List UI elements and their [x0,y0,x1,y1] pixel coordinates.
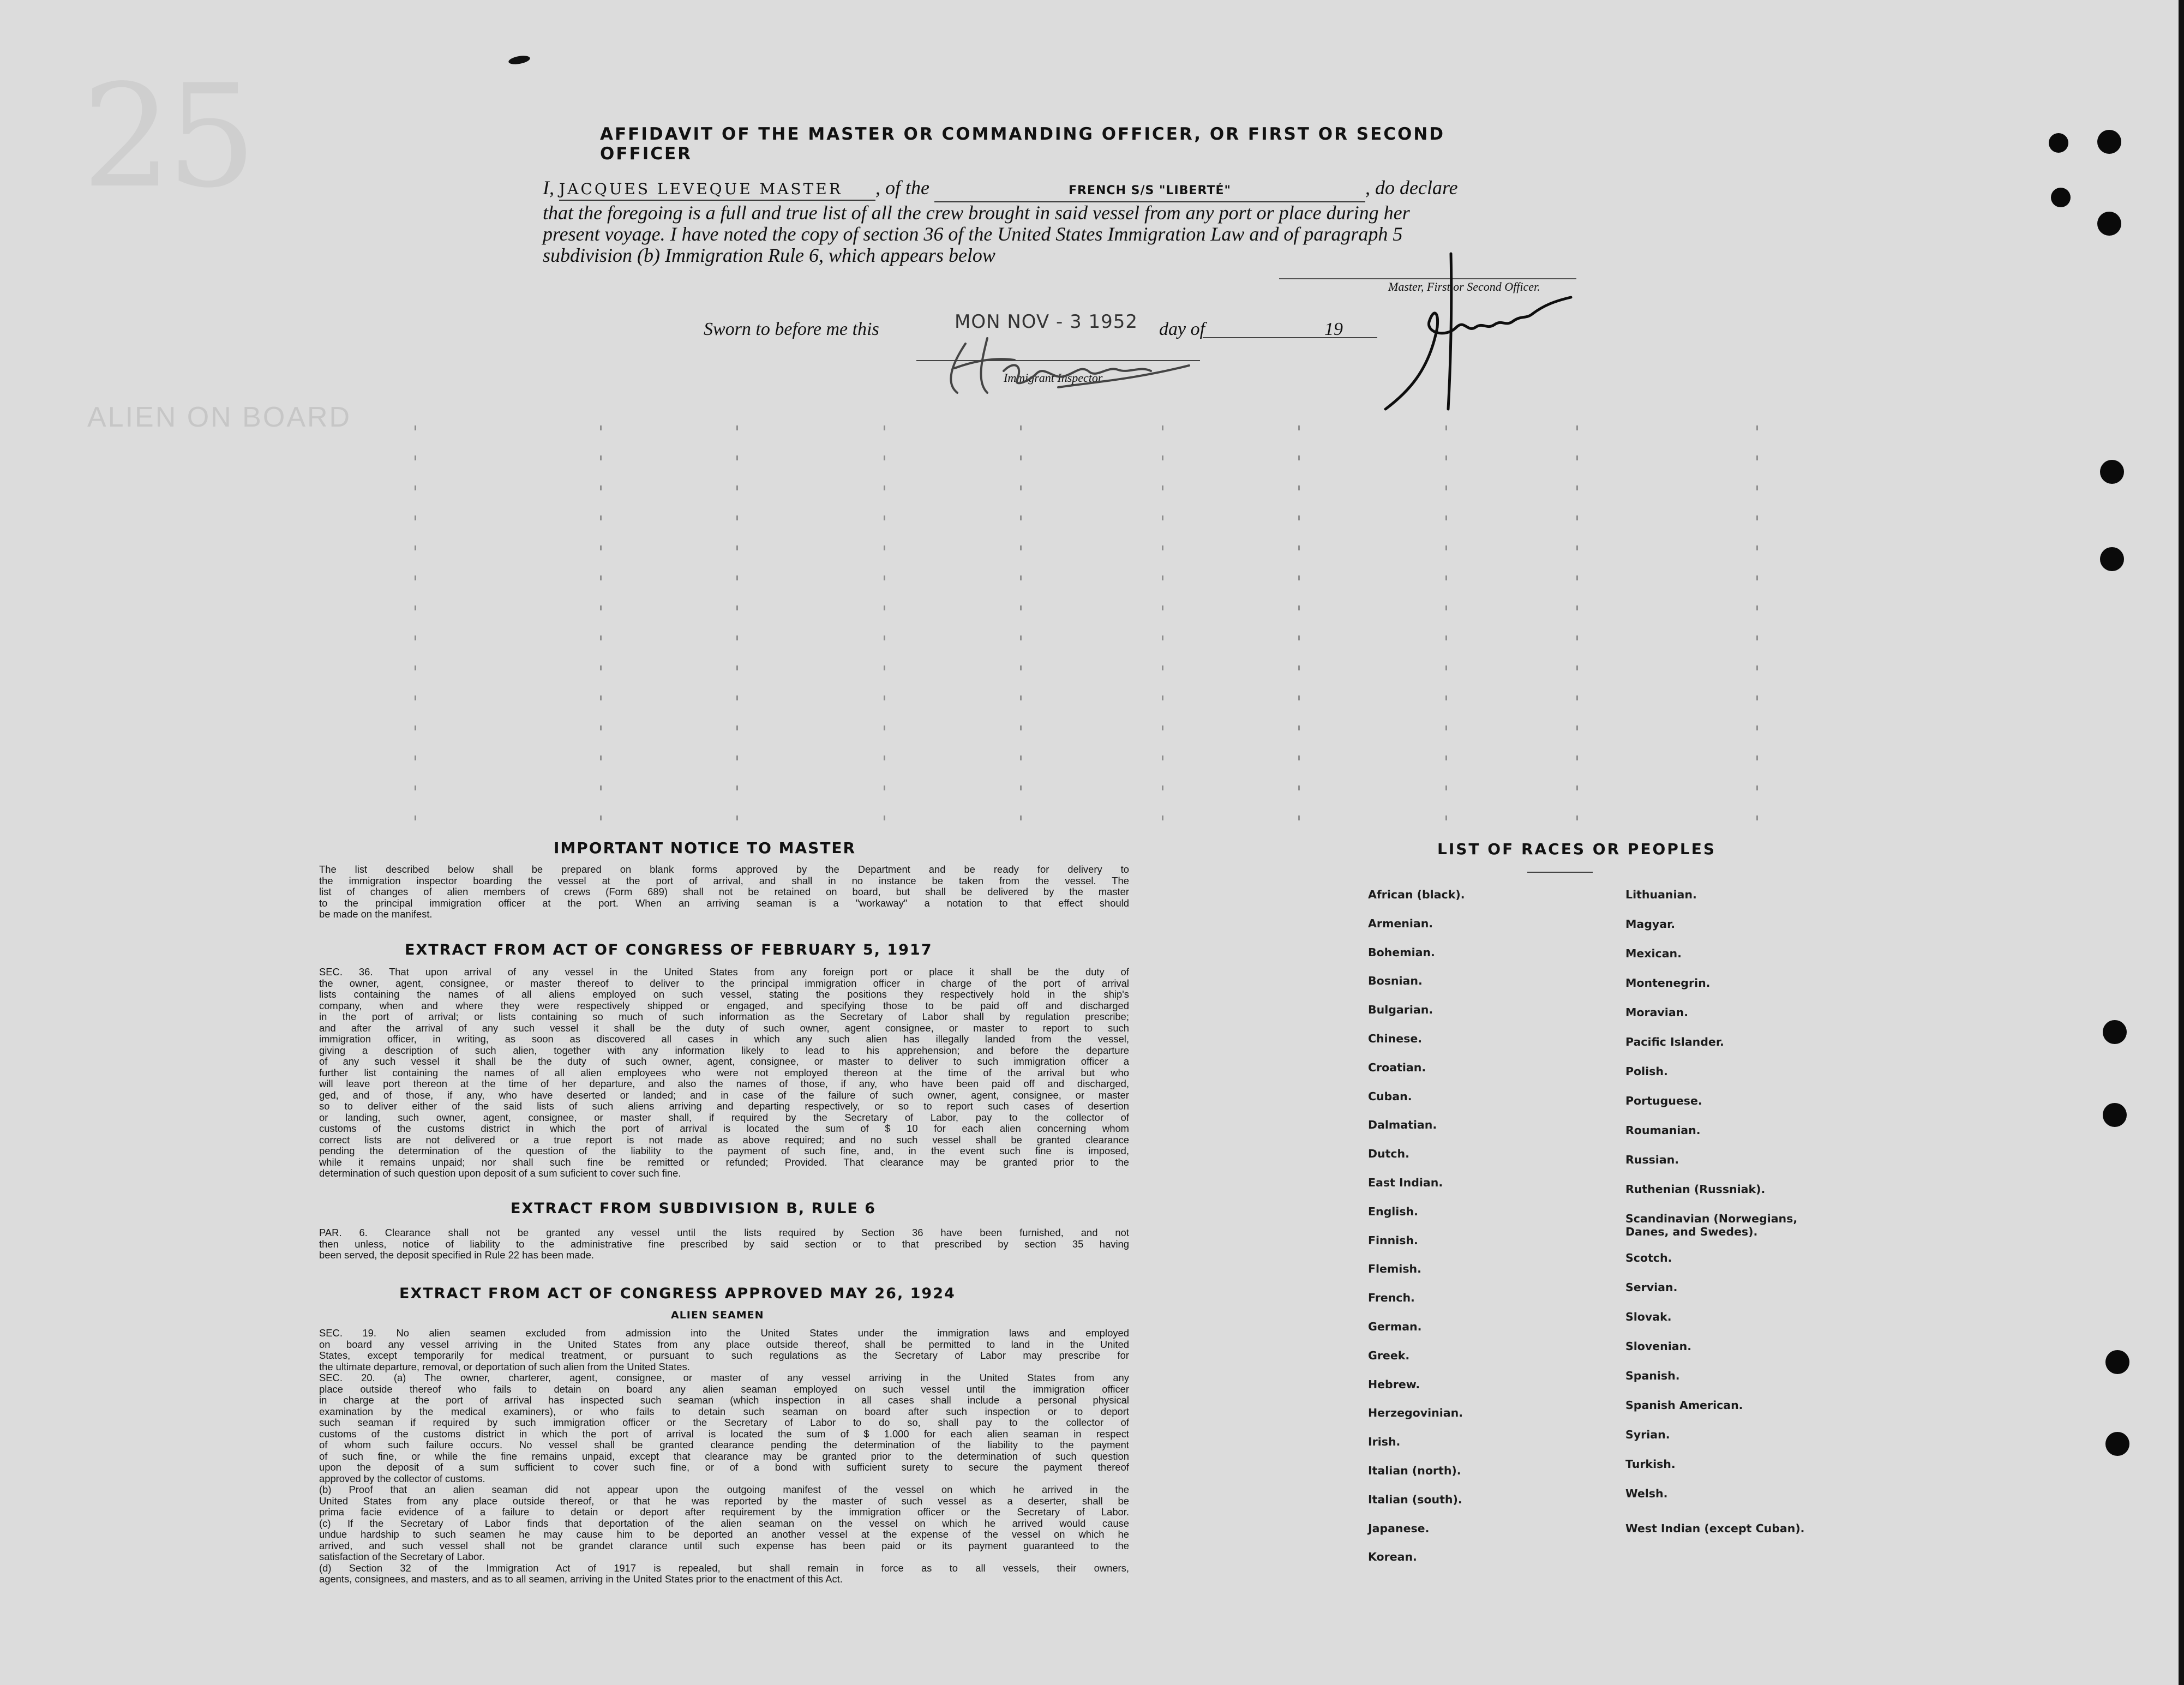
grid-dot [1298,575,1300,580]
grid-dot [600,815,602,820]
race-item: Greek. [1368,1348,1410,1362]
grid-dot [600,605,602,610]
ink-speck [508,55,531,66]
grid-dot [1020,725,1022,730]
law-text-line: the owner, agent, consignee, or master thereof to deliver to the principal immigration officer in charge of the port of arrival [319,977,1129,989]
punch-hole [2100,547,2124,571]
law-text-line: satisfaction of the Secretary of Labor. [319,1551,485,1562]
notice-line: be made on the manifest. [319,908,433,920]
race-item: Scotch. [1625,1251,1672,1264]
grid-dot [1162,575,1163,580]
race-item: Spanish. [1625,1369,1680,1382]
race-item: Chinese. [1368,1032,1423,1045]
grid-dot [1756,485,1758,490]
grid-dot [415,635,416,640]
grid-dot [415,755,416,760]
race-item: Syrian. [1625,1428,1670,1441]
grid-dot [1445,635,1447,640]
grid-dot [1445,605,1447,610]
grid-dot [600,485,602,490]
law-text-line: of whom such failure occurs. No vessel shall be granted clearance pending the determination of the liability to the payment [319,1439,1129,1450]
grid-dot [884,485,885,490]
grid-dot [1162,665,1163,670]
sworn-text: Sworn to before me this [704,319,879,339]
grid-dot [1162,725,1163,730]
grid-dot [884,605,885,610]
grid-dot [1298,515,1300,520]
alien-seamen-subhead: ALIEN SEAMEN [671,1309,764,1321]
grid-dot [1445,455,1447,460]
grid-dot [1020,545,1022,550]
race-item: Roumanian. [1625,1124,1701,1137]
grid-dot [1576,755,1578,760]
law-text-line: and after the arrival of any such vessel it shall be the duty of such owner, agent consignee, or master to report to such [319,1022,1129,1034]
grid-dot [600,635,602,640]
master-name-field: JACQUES LEVEQUE MASTER [559,178,875,201]
race-item: French. [1368,1291,1415,1305]
race-item: Polish. [1625,1065,1668,1078]
race-item: Bulgarian. [1368,1003,1433,1017]
notice-title: IMPORTANT NOTICE TO MASTER [554,839,856,857]
grid-dot [1162,695,1163,700]
grid-dot [736,575,738,580]
grid-dot [1756,545,1758,550]
grid-dot [415,425,416,430]
race-item: Ruthenian (Russniak). [1625,1183,1766,1196]
grid-dot [1298,635,1300,640]
grid-dot [1020,665,1022,670]
grid-dot [736,725,738,730]
punch-hole [2105,1432,2129,1456]
race-item: Dalmatian. [1368,1118,1437,1132]
grid-dot [736,485,738,490]
grid-dot [600,755,602,760]
grid-dot [736,545,738,550]
race-item: Welsh. [1625,1487,1668,1500]
grid-dot [1756,665,1758,670]
grid-dot [736,455,738,460]
race-item: Moravian. [1625,1006,1689,1019]
race-item: Dutch. [1368,1147,1409,1161]
grid-dot [1020,515,1022,520]
grid-dot [1445,755,1447,760]
grid-dot [1020,455,1022,460]
grid-dot [884,725,885,730]
grid-dot [884,815,885,820]
race-item: Slovenian. [1625,1340,1691,1353]
race-item: Montenegrin. [1625,976,1711,990]
extract-1924-body [319,1328,1129,1585]
law-text-line: (d) Section 32 of the Immigration Act of 1917 is repealed, but shall remain in force as to all vessels, their owners, [319,1562,1129,1574]
race-item: Italian (south). [1368,1492,1462,1506]
extract-rule6-title: EXTRACT FROM SUBDIVISION B, RULE 6 [511,1200,877,1217]
grid-dot [1756,515,1758,520]
grid-dot [1020,425,1022,430]
vessel-name-field: FRENCH S/S "LIBERTÉ" [934,180,1365,202]
race-item: Cuban. [1368,1089,1412,1103]
race-item: Russian. [1625,1153,1679,1166]
master-signature-caption: Master, First or Second Officer. [1388,280,1540,293]
race-item: Bosnian. [1368,974,1423,988]
grid-dot [884,455,885,460]
grid-dot [884,785,885,790]
grid-dot [600,575,602,580]
law-text-line: SEC. 36. That upon arrival of any vessel in the United States from any foreign port or place it shall be the duty of [319,966,1129,978]
grid-dot [1020,575,1022,580]
law-text-line: will leave port thereon at the time of her departure, and also the names of those, if any, who have been paid off and discharged, [319,1078,1129,1089]
extract-1924-title: EXTRACT FROM ACT OF CONGRESS APPROVED MAY 26, 1924 [399,1285,956,1302]
grid-dot [1298,785,1300,790]
grid-dot [600,725,602,730]
grid-dot [1298,665,1300,670]
extract-1917-body [319,967,1129,1179]
declaration-line: that the foregoing is a full and true list of all the crew brought in said vessel from any port or place during her [543,202,1410,224]
grid-dot [1445,545,1447,550]
notice-line: The list described below shall be prepared on blank forms approved by the Department and be ready for delivery to [319,864,1129,875]
grid-dot [1576,785,1578,790]
grid-dot [1298,605,1300,610]
grid-dot [1756,725,1758,730]
grid-dot [1445,485,1447,490]
grid-dot [1576,635,1578,640]
law-text-line: arrived, and such vessel shall not be grandet clarance until such expense has been paid or its payment guaranteed to the [319,1539,1129,1551]
grid-dot [1576,455,1578,460]
grid-dot [1162,425,1163,430]
law-text-line: customs of the customs district in which the port of arrival is located the sum of $ 1.000 for each alien seaman in respect [319,1428,1129,1440]
master-signature [1375,251,1582,415]
grid-dot [1756,425,1758,430]
grid-dot [1162,455,1163,460]
grid-dot [884,425,885,430]
law-text-line: SEC. 19. No alien seamen excluded from admission into the United States under the immigration laws and employed [319,1327,1129,1339]
law-text-line: on board any vessel arriving in the United States from any place outside thereof, shall be permitted to land in the United [319,1338,1129,1350]
punch-hole [2097,212,2121,236]
race-item: Italian (north). [1368,1464,1461,1477]
grid-dot [1576,815,1578,820]
grid-dot [1162,815,1163,820]
grid-dot [1298,815,1300,820]
day-of-text: day of [1159,319,1205,339]
grid-dot [884,515,885,520]
grid-dot [415,665,416,670]
law-text-line: States, except temporarily for medical treatment, or pursuant to such regulations as the Secretary of Labor may prescribe for [319,1350,1129,1361]
grid-dot [1162,755,1163,760]
grid-dot [415,455,416,460]
race-item: West Indian (except Cuban). [1625,1522,1805,1535]
grid-dot [1756,785,1758,790]
law-text-line: giving a description of such alien, together with any information likely to lead to his apprehension; and before the departure [319,1044,1129,1056]
law-text-line: SEC. 20. (a) The owner, charterer, agent, consignee, or master of any vessel arriving in the United States from any [319,1372,1129,1383]
grid-dot [1298,455,1300,460]
grid-dot [1162,515,1163,520]
grid-dot [1576,575,1578,580]
race-item: Korean. [1368,1550,1417,1564]
law-text-line: United States from any place outside thereof, or that he was reported by the master of such vessel as a deserter, shall be [319,1495,1129,1507]
grid-dot [600,665,602,670]
declaration-line: present voyage. I have noted the copy of section 36 of the United States Immigration Law and of paragraph 5 [543,223,1403,245]
grid-dot [736,695,738,700]
notice-line: the immigration inspector boarding the vessel at the port of arrival, and shall in no instance be taken from the vessel. The [319,874,1129,886]
punch-hole [2049,133,2068,153]
law-text-line: approved by the collector of customs. [319,1472,485,1484]
affidavit-title: AFFIDAVIT OF THE MASTER OR COMMANDING OFFICER, OR FIRST OR SECOND OFFICER [600,124,1445,164]
grid-dot [415,485,416,490]
punch-hole [2097,130,2121,154]
grid-dot [1445,695,1447,700]
grid-dot [415,545,416,550]
race-item: Portuguese. [1625,1094,1702,1107]
race-item: Bohemian. [1368,945,1435,959]
declaration-line: subdivision (b) Immigration Rule 6, which appears below [543,244,995,266]
race-item: Scandinavian (Norwegians, Danes, and Swedes). [1625,1212,1798,1238]
grid-dot [736,785,738,790]
punch-hole [2105,1350,2129,1374]
grid-dot [884,635,885,640]
grid-dot [736,635,738,640]
race-item: African (black). [1368,888,1465,901]
race-item: Lithuanian. [1625,888,1697,901]
law-text-line: upon the deposit of a sum sufficient to cover such fine, or of a bond with sufficient surety to secure the payment thereof [319,1461,1129,1473]
grid-dot [600,785,602,790]
grid-dot [415,785,416,790]
punch-hole [2103,1020,2127,1044]
grid-dot [1756,605,1758,610]
grid-dot [1445,515,1447,520]
grid-dot [1020,815,1022,820]
grid-dot [736,815,738,820]
race-item: Mexican. [1625,947,1682,960]
law-text-line: company, when and where they were respectively shipped or engaged, and specifying those to be paid off and discharged [319,999,1129,1011]
grid-dot [1162,635,1163,640]
bleed-through-page-number: 25 [82,55,251,219]
grid-dot [884,575,885,580]
race-item: Slovak. [1625,1310,1672,1323]
declaration-of-the: , of the [875,177,929,199]
inspector-signature [905,327,1211,404]
grid-dot [1576,665,1578,670]
law-text-line: correct lists are not delivered or a true report is not made as above required; and no such vessel shall be granted clearance [319,1134,1129,1146]
grid-dot [1020,755,1022,760]
law-text-line: prima facie evidence of a failure to detain or deport after requirement by the immigration officer or the Secretary of Labor. [319,1506,1129,1518]
grid-dot [600,515,602,520]
grid-dot [1162,785,1163,790]
grid-dot [884,665,885,670]
law-text-line: undue hardship to such seamen he may cause him to be deported an another vessel at the expense of the vessel on which he [319,1528,1129,1540]
grid-dot [1756,815,1758,820]
grid-dot [736,665,738,670]
race-item: Hebrew. [1368,1377,1420,1391]
grid-dot [415,725,416,730]
grid-dot [1576,545,1578,550]
grid-dot [884,755,885,760]
grid-dot [1020,635,1022,640]
race-item: East Indian. [1368,1176,1443,1189]
grid-dot [1445,725,1447,730]
races-list-title: LIST OF RACES OR PEOPLES [1437,840,1716,858]
grid-dot [1298,695,1300,700]
notice-body [319,864,1129,920]
law-text-line: so to deliver either of the said lists of such aliens arriving and departing respectively, or so to report such cases of desertion [319,1100,1129,1112]
law-text-line: pending the determination of the question of the liability to the payment of such fine, and, in the event such fine is imposed, [319,1145,1129,1156]
law-text-line: in the port of arrival; or lists containing so much of such information as the Secretary of Labor shall by regulation prescribe; [319,1011,1129,1022]
race-item: Magyar. [1625,918,1676,931]
grid-dot [1576,725,1578,730]
grid-dot [736,755,738,760]
race-item: Croatian. [1368,1060,1426,1074]
race-item: Servian. [1625,1281,1678,1294]
race-item: Pacific Islander. [1625,1035,1724,1048]
race-item: Flemish. [1368,1262,1421,1276]
grid-dot [1576,695,1578,700]
grid-dot [415,695,416,700]
notice-line: to the principal immigration officer at the port. When an arriving seaman is a "workaway" a notation to that effect should [319,897,1129,909]
races-title-rule [1527,872,1593,873]
grid-dot [1162,545,1163,550]
grid-dot [1445,815,1447,820]
race-item: Spanish American. [1625,1399,1743,1412]
law-text-line: agents, consignees, and masters, and as to all seamen, arriving in the United States prior to the enactment of this Act. [319,1573,843,1585]
law-text-line: (b) Proof that an alien seaman did not appear upon the outgoing manifest of the vessel on which he arrived in the [319,1484,1129,1495]
grid-dot [415,575,416,580]
grid-dot [1445,425,1447,430]
law-text-line: such seaman if required by such immigration officer or the Secretary of Labor to do so, shall pay to the collector of [319,1417,1129,1428]
grid-dot [1020,605,1022,610]
grid-dot [600,455,602,460]
date-stamp: MON NOV - 3 1952 [955,311,1138,333]
grid-dot [1576,425,1578,430]
grid-dot [1445,665,1447,670]
declaration-prefix: I, [543,177,554,199]
grid-dot [1020,785,1022,790]
law-text-line: (c) If the Secretary of Labor finds that deportation of the alien seaman on the vessel on which he arrived would cause [319,1517,1129,1529]
grid-dot [1162,605,1163,610]
year-line [1203,337,1377,338]
grid-dot [1298,725,1300,730]
grid-dot [1576,605,1578,610]
grid-dot [1445,575,1447,580]
law-text-line: been served, the deposit specified in Rule 22 has been made. [319,1249,595,1261]
grid-dot [884,545,885,550]
law-text-line: place outside thereof who fails to detain on board any alien seaman employed on such vessel until the immigration officer [319,1383,1129,1395]
law-text-line: in charge at the port of arrival has inspected such seaman (which inspection in all cases shall include a personal physical [319,1394,1129,1406]
law-text-line: PAR. 6. Clearance shall not be granted any vessel until the lists required by Section 36 have been furnished, and not [319,1227,1129,1238]
grid-dot [1020,695,1022,700]
grid-dot [1576,515,1578,520]
law-text-line: ged, and of those, if any, who have deserted or landed; and in case of the failure of such owner, agent, consignee, or master [319,1089,1129,1101]
declaration-do-declare: , do declare [1365,177,1458,199]
grid-dot [884,695,885,700]
law-text-line: of any such vessel it shall be the duty of such owner, agent, consignee, or master to deliver to such immigration officer a [319,1056,1129,1067]
law-text-line: customs of the customs district in which the port of arrival is located the sum of $ 10 for each alien concerning whom [319,1123,1129,1134]
grid-dot [1298,545,1300,550]
grid-dot [415,605,416,610]
law-text-line: the ultimate departure, removal, or deportation of such alien from the United States. [319,1360,690,1372]
law-text-line: or landing, such owner, agent, consignee, or master shall, if required by the Secretary of Labor, pay to the collector of [319,1111,1129,1123]
grid-dot [1756,455,1758,460]
law-text-line: examination by the medical examiners), or who fails to detain such seaman on board after such inspection or to deport [319,1405,1129,1417]
extract-rule6-body [319,1227,1129,1261]
grid-dot [1298,485,1300,490]
punch-hole [2103,1103,2127,1127]
law-text-line: of such fine, or while the fine remains unpaid, except that clearance may be granted prior to the determination of such question [319,1450,1129,1462]
grid-dot [1445,785,1447,790]
race-item: Armenian. [1368,916,1433,930]
race-item: Turkish. [1625,1458,1676,1471]
bleed-through-text: ALIEN ON BOARD [87,401,352,433]
notice-line: list of changes of alien members of crews (Form 689) shall not be retained on board, but shall be delivered by the master [319,886,1129,897]
race-item: English. [1368,1204,1418,1218]
race-item: Irish. [1368,1435,1401,1449]
grid-dot [600,695,602,700]
law-text-line: immigration officer, in writing, as soon as discovered all cases in which any such alien has illegally landed from the vessel, [319,1033,1129,1045]
grid-dot [1756,635,1758,640]
law-text-line: determination of such question upon deposit of a sum suficient to cover such fine. [319,1167,681,1179]
race-item: Herzegovinian. [1368,1406,1463,1420]
grid-dot [1298,755,1300,760]
grid-dot [1756,695,1758,700]
grid-dot [736,515,738,520]
grid-dot [736,605,738,610]
grid-dot [1576,485,1578,490]
inspector-caption: Immigrant Inspector. [1004,371,1105,385]
grid-dot [736,425,738,430]
grid-dot [1756,755,1758,760]
grid-dot [600,545,602,550]
grid-dot [1020,485,1022,490]
law-text-line: lists containing the names of all aliens employed on such vessel, stating the positions they respectively hold in the ship's [319,988,1129,1000]
extract-1917-title: EXTRACT FROM ACT OF CONGRESS OF FEBRUARY 5, 1917 [405,942,933,958]
year-prefix: 19 [1324,319,1343,339]
grid-dot [600,425,602,430]
grid-dot [1298,425,1300,430]
race-item: Japanese. [1368,1521,1430,1535]
grid-dot [415,815,416,820]
race-item: German. [1368,1320,1422,1333]
race-item: Finnish. [1368,1233,1418,1247]
punch-hole [2100,460,2124,484]
grid-dot [415,515,416,520]
punch-hole [2051,188,2071,207]
grid-dot [1756,575,1758,580]
law-text-line: then unless, notice of liability to the administrative fine prescribed by said section or to that prescribed by section 35 having [319,1238,1129,1250]
law-text-line: further list containing the names of all alien employees who were not employed thereon at the time of the arrival but who [319,1066,1129,1078]
grid-dot [1162,485,1163,490]
law-text-line: while it remains unpaid; nor shall such fine be remitted or refunded; Provided. That clearance may be granted prior to the [319,1156,1129,1168]
